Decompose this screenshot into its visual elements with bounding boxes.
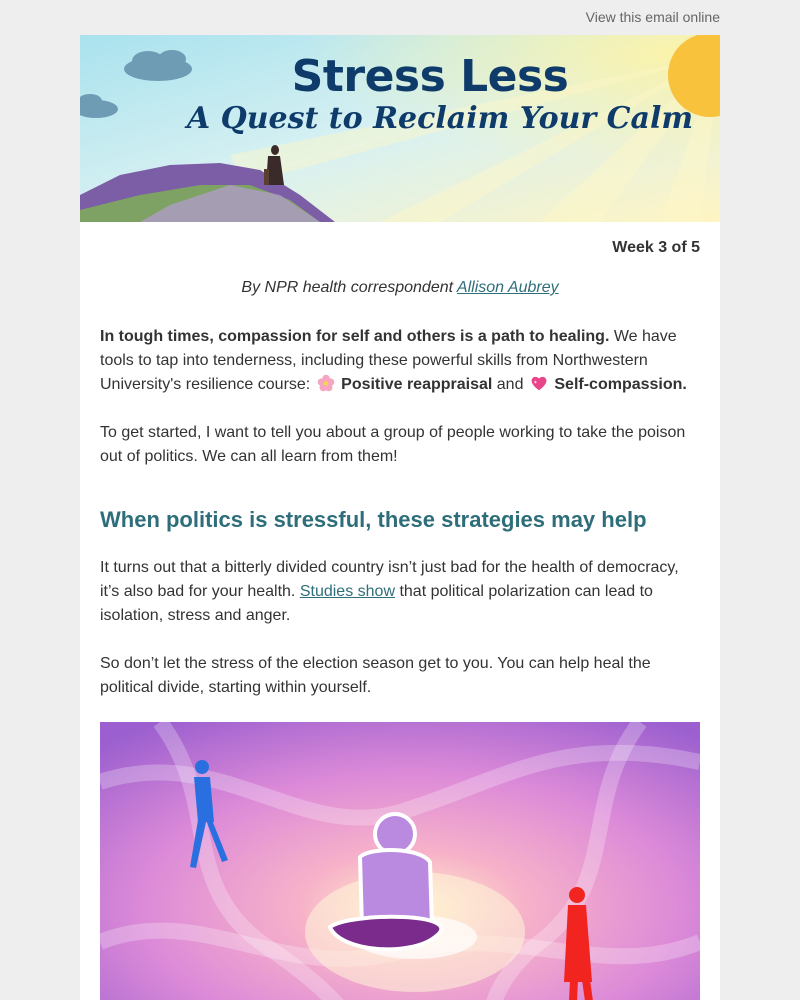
email-content bbox=[80, 239, 720, 1000]
meditation-illustration-art bbox=[100, 722, 700, 1000]
banner-subtitle: A Quest to Reclaim Your Calm bbox=[186, 101, 694, 136]
byline-prefix: By NPR health correspondent bbox=[241, 279, 457, 296]
sparkling-heart-icon bbox=[530, 374, 548, 392]
email-top-bar bbox=[0, 0, 800, 35]
header-banner bbox=[80, 35, 720, 222]
skill-and: and bbox=[492, 376, 528, 393]
studies-text-after: that political polarization can lead to isolation, stress and anger. bbox=[100, 583, 653, 624]
studies-show-link[interactable]: Studies show bbox=[299, 583, 395, 600]
studies-paragraph bbox=[100, 556, 700, 628]
week-indicator: Week 3 of 5 bbox=[612, 239, 700, 256]
skill-positive-reappraisal: Positive reappraisal bbox=[341, 376, 493, 393]
author-link[interactable]: Allison Aubrey bbox=[456, 279, 559, 296]
cherry-blossom-icon bbox=[317, 374, 335, 392]
intro-text: We have tools to tap into tenderness, including these powerful skills from Northwestern University's resilience course: bbox=[100, 328, 677, 393]
intro-paragraph bbox=[100, 325, 700, 397]
election-paragraph: So don’t let the stress of the election season get to you. You can help heal the political divide, starting within yourself. bbox=[100, 655, 651, 696]
get-started-paragraph: To get started, I want to tell you about a group of people working to take the poison out of politics. We can all learn from them! bbox=[100, 424, 686, 465]
meditation-illustration[interactable] bbox=[100, 722, 700, 1000]
byline bbox=[100, 279, 700, 299]
studies-text-before: It turns out that a bitterly divided country isn’t just bad for the health of democracy, it’s also bad for your health. bbox=[100, 559, 679, 600]
banner-title: Stress Less bbox=[291, 51, 569, 102]
section-heading: When politics is stressful, these strategies may help bbox=[100, 507, 647, 532]
skill-self-compassion: Self-compassion. bbox=[554, 376, 687, 393]
email-container bbox=[80, 35, 720, 1000]
view-email-online-link[interactable]: View this email online bbox=[585, 9, 720, 25]
intro-bold-text: In tough times, compassion for self and others is a path to healing. bbox=[100, 328, 610, 345]
